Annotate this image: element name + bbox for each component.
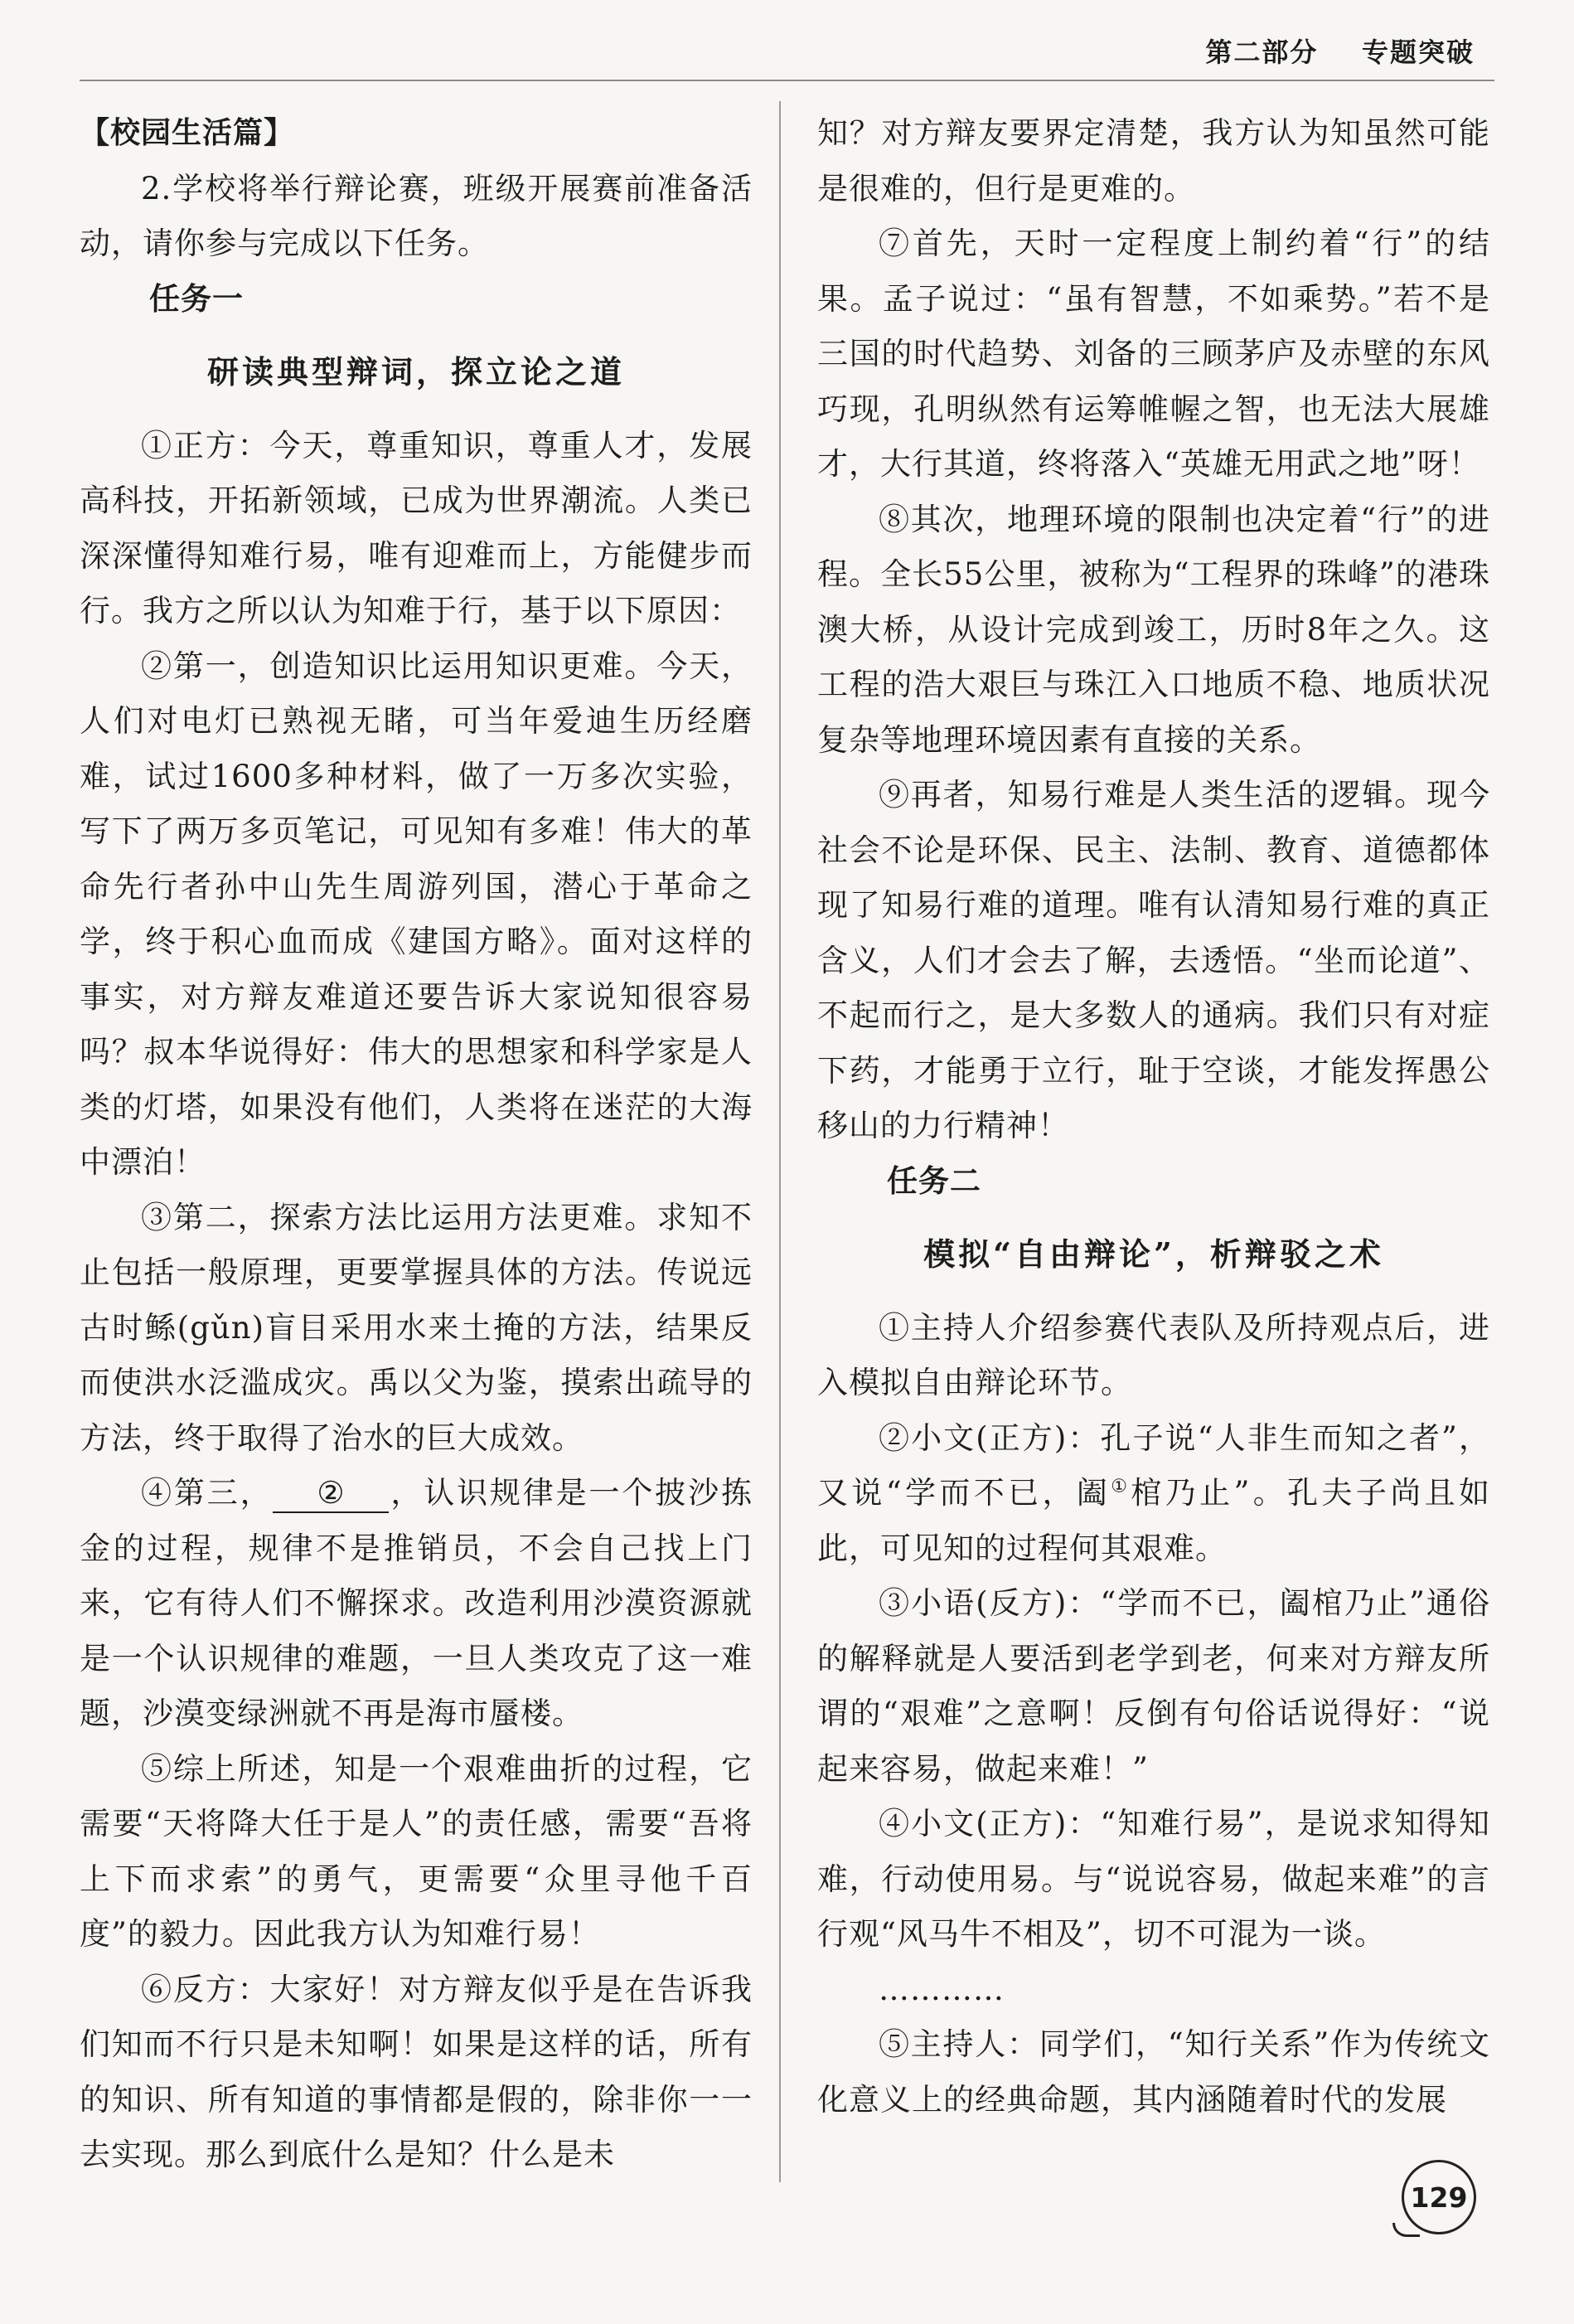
paragraph-3: ③第二，探索方法比运用方法更难。求知不止包括一般原理，更要掌握具体的方法。传说远古时鲧(gǔn)盲目采用水来土掩的方法，结果反而使洪水泛滥成灾。禹以父为鉴，摸索出疏导的方法，终于取得了治水的巨大成效。 <box>80 1199 753 1456</box>
question-intro: 2.学校将举行辩论赛，班级开展赛前准备活动，请你参与完成以下任务。 <box>80 170 753 261</box>
paragraph-7: ⑦首先，天时一定程度上制约着“行”的结果。孟子说过：“虽有智慧，不如乘势。”若不是三国的时代趋势、刘备的三顾茅庐及赤壁的东风巧现，孔明纵然有运筹帷幄之智，也无法大展雄才，大行其道，终将落入“英雄无用武之地”呀！ <box>817 226 1490 482</box>
footnote-marker: ① <box>1111 1476 1131 1497</box>
page-number-badge <box>1402 2160 1476 2234</box>
page-number: 129 <box>1410 2181 1468 2214</box>
paragraph-8: ⑧其次，地理环境的限制也决定着“行”的进程。全长55公里，被称为“工程界的珠峰”的港珠澳大桥，从设计完成到竣工，历时8年之久。这工程的浩大艰巨与珠江入口地质不稳、地质状况复杂等地理环境因素有直接的关系。 <box>817 501 1490 758</box>
debate-line-5: ⑤主持人：同学们，“知行关系”作为传统文化意义上的经典命题，其内涵随着时代的发展 <box>817 2026 1490 2118</box>
left-column <box>80 106 753 2183</box>
debate-line-2-a: ②小文(正方)：孔子说“人非生而知之者”，又说“学而不已，阖 <box>817 1419 1490 1511</box>
task-1-title: 研读典型辩词，探立论之道 <box>206 353 625 391</box>
column-divider <box>779 101 781 2182</box>
debate-line-2 <box>817 1411 1490 1577</box>
task-1-label: 任务一 <box>149 280 244 317</box>
paragraph-6-continued: 知？对方辩友要界定清楚，我方认为知虽然可能是很难的，但行是更难的。 <box>817 115 1490 206</box>
header-rule <box>80 80 1494 81</box>
paragraph-2: ②第一，创造知识比运用知识更难。今天，人们对电灯已熟视无睹，可当年爱迪生历经磨难，试过1600多种材料，做了一万多次实验，写下了两万多页笔记，可见知有多难！伟大的革命先行者孙中山先生周游列国，潜心于革命之学，终于积心血而成《建国方略》。面对这样的事实，对方辩友难道还要告诉大家说知很容易吗？叔本华说得好：伟大的思想家和科学家是人类的灯塔，如果没有他们，人类将在迷茫的大海中漂泊！ <box>80 648 753 1180</box>
task-2-title: 模拟“自由辩论”，析辩驳之术 <box>923 1235 1384 1273</box>
paragraph-4 <box>80 1466 753 1742</box>
debate-line-1: ①主持人介绍参赛代表队及所持观点后，进入模拟自由辩论环节。 <box>817 1309 1490 1400</box>
paragraph-9: ⑨再者，知易行难是人类生活的逻辑。现今社会不论是环保、民主、法制、教育、道德都体现了知易行难的道理。唯有认清知易行难的真正含义，人们才会去了解，去透悟。“坐而论道”、不起而行之，是大多数人的通病。我们只有对症下药，才能勇于立行，耻于空谈，才能发挥愚公移山的力行精神！ <box>817 777 1490 1143</box>
paragraph-6: ⑥反方：大家好！对方辩友似乎是在告诉我们知而不行只是未知啊！如果是这样的话，所有的知识、所有知道的事情都是假的，除非你一一去实现。那么到底什么是知？什么是未 <box>80 1971 753 2172</box>
task-2-label: 任务二 <box>887 1162 981 1199</box>
right-column <box>817 106 1490 2128</box>
paragraph-1: ①正方：今天，尊重知识，尊重人才，发展高科技，开拓新领域，已成为世界潮流。人类已深深懂得知难行易，唯有迎难而上，方能健步而行。我方之所以认为知难于行，基于以下原因： <box>80 427 753 628</box>
paragraph-4-suffix: ，认识规律是一个披沙拣金的过程，规律不是推销员，不会自己找上门来，它有待人们不懈探求。改造利用沙漠资源就是一个认识规律的难题，一旦人类攻克了这一难题，沙漠变绿洲就不再是海市蜃楼。 <box>80 1475 753 1731</box>
paragraph-5: ⑤综上所述，知是一个艰难曲折的过程，它需要“天将降大任于是人”的责任感，需要“吾将上下而求索”的勇气，更需要“众里寻他千百度”的毅力。因此我方认为知难行易！ <box>80 1750 753 1952</box>
paragraph-4-prefix: ④第三， <box>141 1475 274 1511</box>
debate-line-3: ③小语(反方)：“学而不已，阖棺乃止”通俗的解释就是人要活到老学到老，何来对方辩友所谓的“艰难”之意啊！反倒有句俗话说得好：“说起来容易，做起来难！” <box>817 1585 1490 1787</box>
fill-blank-2: ② <box>273 1475 389 1513</box>
running-header: 第二部分 专题突破 <box>1205 36 1475 68</box>
ellipsis: ………… <box>879 1971 1005 2007</box>
section-tag: 【校园生活篇】 <box>80 116 295 150</box>
debate-line-2-b: 棺乃止”。孔夫子尚且如此，可见知的过程何其艰难。 <box>817 1475 1490 1566</box>
debate-line-4: ④小文(正方)：“知难行易”，是说求知得知难，行动使用易。与“说说容易，做起来难”的言行观“风马牛不相及”，切不可混为一谈。 <box>817 1806 1490 1952</box>
